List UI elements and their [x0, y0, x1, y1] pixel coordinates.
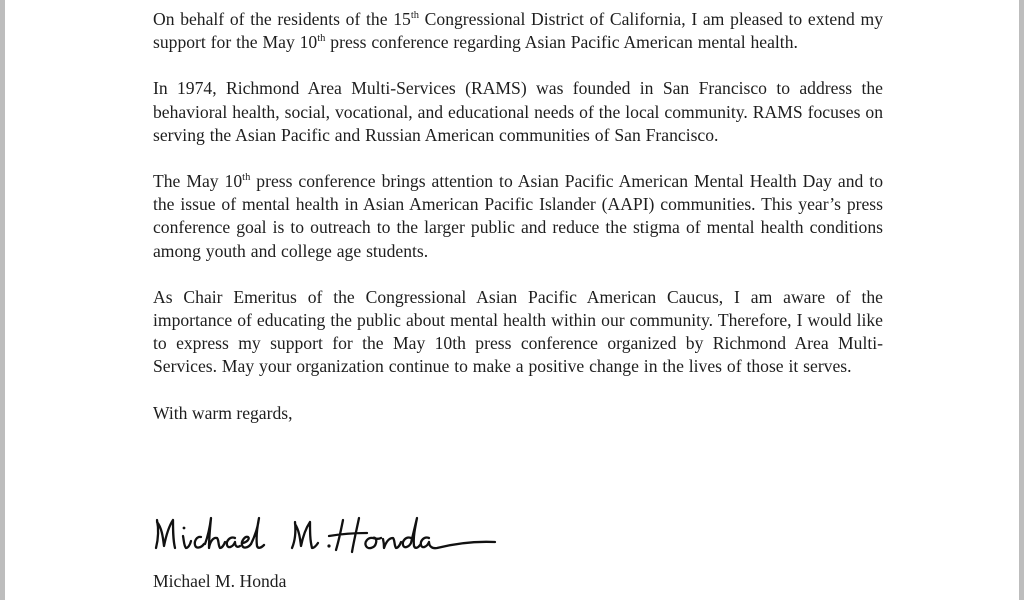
paragraph-2: In 1974, Richmond Area Multi-Services (RAMS) was founded in San Francisco to address the behavioral health, social, vocational, and educational needs of the local community. RAMS focuses on serving the Asian Pacific and Russian American communities of San Francisco. [153, 78, 883, 145]
ordinal-suffix: th [242, 172, 251, 184]
paragraph-1-text-a: On behalf of the residents of the 15 [153, 9, 411, 29]
ordinal-suffix: th [410, 10, 419, 21]
paragraph-3 [153, 170, 883, 263]
paragraph-4: As Chair Emeritus of the Congressional Asian Pacific American Caucus, I am aware of the importance of educating the public about mental health within our community. Therefore, I would like to express my support for the May 10th press conference organized by Richmond Area Multi-Services. May your organization continue to make a positive change in the lives of those it serves. [153, 286, 883, 377]
handwritten-signature [153, 508, 498, 560]
paragraph-1-text-b: Congressional District of California, I am pleased to extend my support for the May 10 [153, 9, 883, 53]
paragraph-1-text-c: press conference regarding Asian Pacific American mental health. [325, 32, 798, 53]
ordinal-suffix: th [317, 33, 326, 45]
paragraph-1 [153, 8, 883, 54]
paragraph-3-text-a: The May 10 [153, 171, 243, 192]
closing-salutation: With warm regards, [153, 402, 293, 423]
signer-name: Michael M. Honda [153, 571, 287, 591]
letter-body [153, 8, 883, 425]
paragraph-3-text-b: press conference brings attention to Asian Pacific American Mental Health Day and to the issue of mental health in Asian American Pacific Islander (AAPI) communities. This year’s press conference goal is to outreach to the larger public and reduce the stigma of mental health conditions among youth and college age students. [153, 171, 883, 261]
